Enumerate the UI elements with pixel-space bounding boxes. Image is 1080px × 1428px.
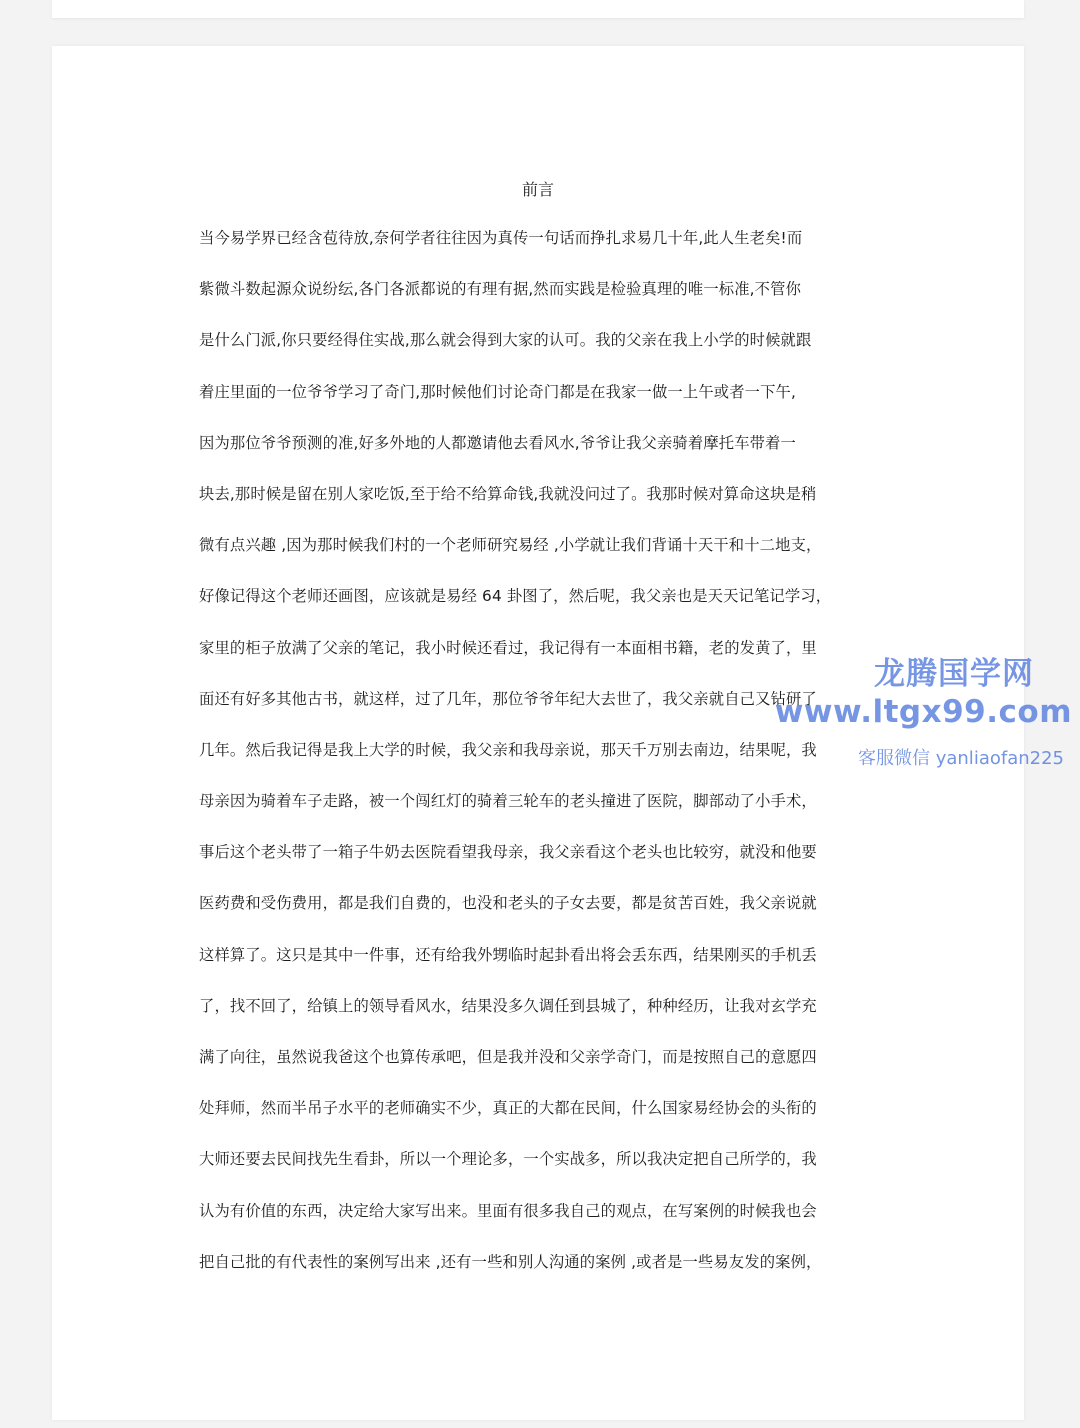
text-line: 了，找不回了，给镇上的领导看风水，结果没多久调任到县城了，种种经历，让我对玄学充: [199, 996, 817, 1015]
body-text: [199, 228, 899, 1303]
text-line: 着庄里面的一位爷爷学习了奇门,那时候他们讨论奇门都是在我家一做一上午或者一下午,: [199, 382, 797, 401]
text-line: 大师还要去民间找先生看卦，所以一个理论多，一个实战多，所以我决定把自己所学的，我: [199, 1150, 817, 1169]
text-line: 母亲因为骑着车子走路，被一个闯红灯的骑着三轮车的老头撞进了医院，脚部动了小手术，: [199, 792, 817, 811]
text-line: 把自己批的有代表性的案例写出来 ,还有一些和别人沟通的案例 ,或者是一些易友发的案例，: [199, 1252, 822, 1271]
text-line: 块去,那时候是留在别人家吃饭,至于给不给算命钱,我就没问过了。我那时候对算命这块是稍: [199, 484, 817, 503]
text-line: 家里的柜子放满了父亲的笔记，我小时候还看过，我记得有一本面相书籍，老的发黄了，里: [199, 638, 817, 657]
text-line: 认为有价值的东西，决定给大家写出来。里面有很多我自己的观点，在写案例的时候我也会: [199, 1201, 817, 1220]
text-line: 这样算了。这只是其中一件事，还有给我外甥临时起卦看出将会丢东西，结果刚买的手机丢: [199, 945, 817, 964]
watermark-site-name: 龙腾国学网: [874, 656, 1034, 692]
text-line: 当今易学界已经含苞待放,奈何学者往往因为真传一句话而挣扎求易几十年,此人生老矣!而: [199, 229, 803, 247]
text-line: 好像记得这个老师还画图，应该就是易经 64 卦图了，然后呢，我父亲也是天天记笔记学习，: [199, 587, 832, 606]
text-line: 是什么门派,你只要经得住实战,那么就会得到大家的认可。我的父亲在我上小学的时候就跟: [199, 331, 812, 350]
watermark-contact: 客服微信 yanliaofan225: [858, 748, 1064, 769]
text-line: 满了向往，虽然说我爸这个也算传承吧，但是我并没和父亲学奇门，而是按照自己的意愿四: [199, 1048, 817, 1066]
text-line: 医药费和受伤费用，都是我们自费的，也没和老头的子女去要，都是贫苦百姓，我父亲说就: [199, 894, 817, 913]
document-page: [52, 46, 1024, 1420]
text-line: 面还有好多其他古书，就这样，过了几年，那位爷爷年纪大去世了，我父亲就自己又钻研了: [199, 689, 817, 708]
text-line: 因为那位爷爷预测的准,好多外地的人都邀请他去看风水,爷爷让我父亲骑着摩托车带着一: [199, 433, 797, 452]
text-line: 微有点兴趣 ,因为那时候我们村的一个老师研究易经 ,小学就让我们背诵十天干和十二地支，: [199, 536, 822, 555]
text-line: 事后这个老头带了一箱子牛奶去医院看望我母亲，我父亲看这个老头也比较穷，就没和他要: [199, 843, 817, 862]
page-title: 前言: [521, 180, 554, 199]
text-line: 几年。然后我记得是我上大学的时候，我父亲和我母亲说，那天千万别去南边，结果呢，我: [199, 740, 817, 759]
text-line: 紫微斗数起源众说纷纭,各门各派都说的有理有据,然而实践是检验真理的唯一标准,不管你: [199, 280, 802, 299]
text-line: 处拜师，然而半吊子水平的老师确实不少，真正的大都在民间，什么国家易经协会的头衔的: [199, 1099, 817, 1118]
watermark-url: www.ltgx99.com: [774, 694, 1072, 730]
previous-page-edge: [52, 0, 1024, 18]
